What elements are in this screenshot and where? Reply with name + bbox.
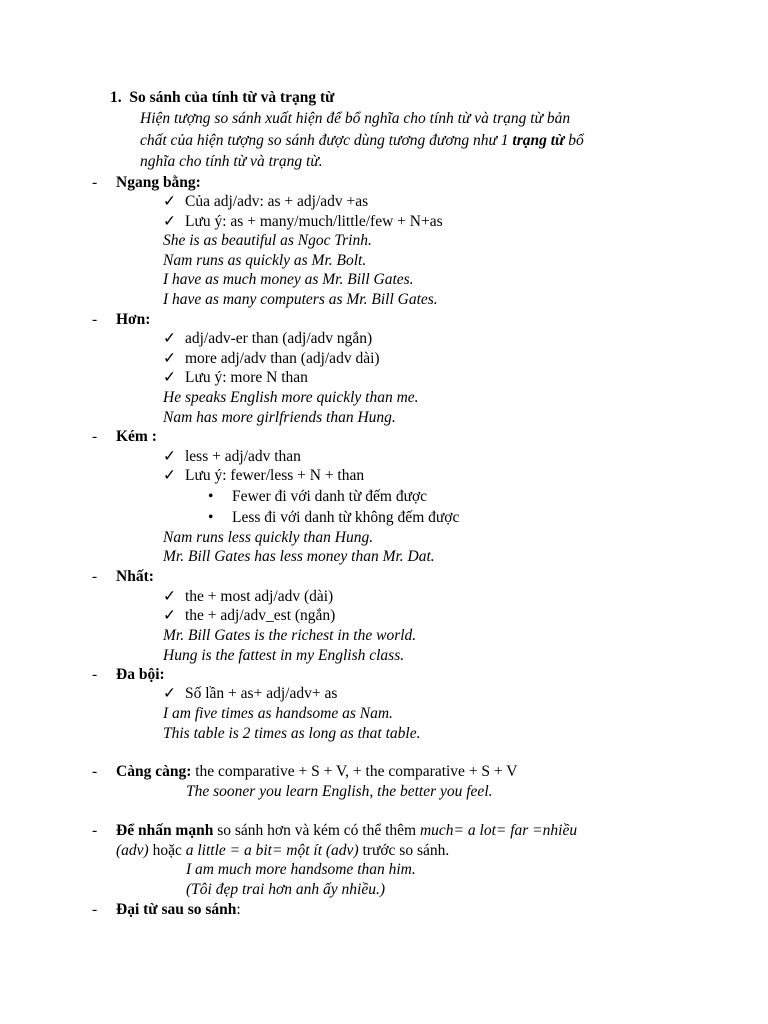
intro-line-3: nghĩa cho tính từ và trạng từ. xyxy=(140,153,323,170)
cang-cang-line xyxy=(116,762,517,782)
section-title: Đa bội: xyxy=(116,666,165,683)
example: He speaks English more quickly than me. xyxy=(163,389,419,406)
checkmark-icon: ✓ xyxy=(163,685,176,702)
checkmark-icon: ✓ xyxy=(163,369,176,386)
section-title: Để nhấn mạnh xyxy=(116,822,214,839)
item-text: more adj/adv than (adj/adv dài) xyxy=(185,350,380,367)
section-cang-cang xyxy=(92,762,518,782)
dash-bullet: - xyxy=(92,311,98,328)
section-title: Đại từ sau so sánh xyxy=(116,901,237,918)
checkmark-icon: ✓ xyxy=(163,330,176,347)
heading-number: 1. xyxy=(110,89,122,106)
checkmark-icon: ✓ xyxy=(163,588,176,605)
body-text: so sánh hơn và kém có thể thêm xyxy=(213,822,420,839)
italic-term: much= a lot= far =nhiều xyxy=(419,822,578,839)
example: I have as many computers as Mr. Bill Gates. xyxy=(163,291,438,308)
list-item xyxy=(163,466,364,486)
bullet-icon: • xyxy=(208,509,214,526)
formula-text: the comparative + S + V, + the comparative + S + V xyxy=(191,763,518,780)
intro-bold-term: trạng từ xyxy=(512,132,565,149)
section-title: Nhất: xyxy=(116,568,154,585)
sub-list-item xyxy=(208,508,459,528)
nhan-manh-line-2 xyxy=(116,841,449,861)
list-item xyxy=(163,684,337,704)
intro-text: bổ xyxy=(564,132,584,149)
example: I am five times as handsome as Nam. xyxy=(163,705,393,722)
section-hon xyxy=(92,310,151,330)
example: Mr. Bill Gates is the richest in the world. xyxy=(163,627,417,644)
example: She is as beautiful as Ngoc Trinh. xyxy=(163,232,372,249)
example: Nam runs less quickly than Hung. xyxy=(163,529,374,546)
bullet-icon: • xyxy=(208,488,214,505)
dash-bullet: - xyxy=(92,822,98,839)
list-item xyxy=(163,587,333,607)
intro-line-2 xyxy=(140,131,676,151)
section-dai-tu xyxy=(92,900,241,920)
list-item xyxy=(163,606,335,626)
item-text: Lưu ý: more N than xyxy=(185,369,308,386)
section-da-boi xyxy=(92,665,165,685)
example: Hung is the fattest in my English class. xyxy=(163,647,405,664)
dai-tu-line xyxy=(116,900,241,920)
heading-title: So sánh của tính từ và trạng từ xyxy=(129,89,335,106)
list-item xyxy=(163,349,380,369)
list-item xyxy=(163,368,308,388)
example: This table is 2 times as long as that table. xyxy=(163,725,421,742)
italic-term: (adv) xyxy=(116,842,149,859)
list-item xyxy=(163,447,301,467)
checkmark-icon: ✓ xyxy=(163,607,176,624)
section-nhat xyxy=(92,567,154,587)
item-text: Lưu ý: fewer/less + N + than xyxy=(185,467,365,484)
item-text: Fewer đi với danh từ đếm được xyxy=(232,488,428,505)
checkmark-icon: ✓ xyxy=(163,213,176,230)
item-text: Less đi với danh từ không đếm được xyxy=(232,509,460,526)
example: (Tôi đẹp trai hơn anh ấy nhiều.) xyxy=(186,881,385,898)
body-text: trước so sánh. xyxy=(358,842,450,859)
checkmark-icon: ✓ xyxy=(163,193,176,210)
item-text: less + adj/adv than xyxy=(185,448,301,465)
checkmark-icon: ✓ xyxy=(163,467,176,484)
dash-bullet: - xyxy=(92,568,98,585)
section-heading xyxy=(110,88,334,108)
body-text: hoặc xyxy=(148,842,186,859)
dash-bullet: - xyxy=(92,428,98,445)
colon: : xyxy=(236,901,241,918)
checkmark-icon: ✓ xyxy=(163,448,176,465)
dash-bullet: - xyxy=(92,763,98,780)
item-text: Số lần + as+ adj/adv+ as xyxy=(185,685,338,702)
example: I have as much money as Mr. Bill Gates. xyxy=(163,271,414,288)
section-kem xyxy=(92,427,157,447)
section-title: Càng càng: xyxy=(116,763,192,780)
sub-list-item xyxy=(208,487,427,507)
intro-line-1: Hiện tượng so sánh xuất hiện để bổ nghĩa cho tính từ và trạng từ bản xyxy=(140,110,571,127)
dash-bullet: - xyxy=(92,174,98,191)
checkmark-icon: ✓ xyxy=(163,350,176,367)
section-title: Ngang bằng: xyxy=(116,174,201,191)
dash-bullet: - xyxy=(92,901,98,918)
example: Nam has more girlfriends than Hung. xyxy=(163,409,396,426)
item-text: Của adj/adv: as + adj/adv +as xyxy=(185,193,369,210)
section-title: Hơn: xyxy=(116,311,151,328)
example: The sooner you learn English, the better you feel. xyxy=(186,783,493,800)
list-item xyxy=(163,329,372,349)
nhan-manh-line-1 xyxy=(116,821,577,841)
section-title: Kém : xyxy=(116,428,157,445)
list-item xyxy=(163,192,368,212)
italic-term: a little = a bit= một ít (adv) xyxy=(185,842,359,859)
item-text: adj/adv-er than (adj/adv ngắn) xyxy=(185,330,373,347)
example: Mr. Bill Gates has less money than Mr. Dat. xyxy=(163,548,435,565)
dash-bullet: - xyxy=(92,666,98,683)
section-nhan-manh xyxy=(92,821,578,841)
example: Nam runs as quickly as Mr. Bolt. xyxy=(163,252,367,269)
list-item xyxy=(163,212,443,232)
intro-text: chất của hiện tượng so sánh được dùng tương đương như 1 xyxy=(140,132,513,149)
section-ngang-bang xyxy=(92,173,201,193)
item-text: Lưu ý: as + many/much/little/few + N+as xyxy=(185,213,443,230)
item-text: the + adj/adv_est (ngắn) xyxy=(185,607,336,624)
example: I am much more handsome than him. xyxy=(186,861,416,878)
item-text: the + most adj/adv (dài) xyxy=(185,588,334,605)
